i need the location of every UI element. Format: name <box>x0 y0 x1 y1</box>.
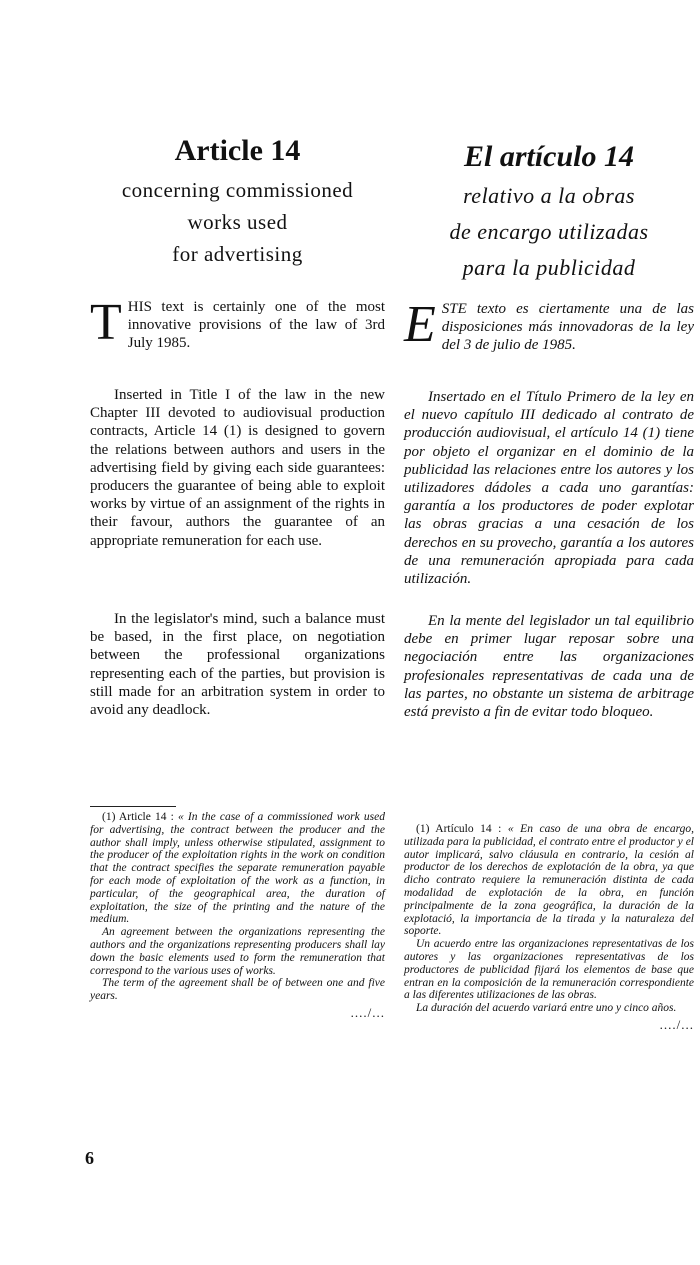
footnote-lead: (1) Article 14 : <box>102 811 174 823</box>
spanish-subtitle-line: de encargo utilizadas <box>449 219 649 244</box>
spanish-title: El artículo 14 <box>463 140 635 173</box>
english-subtitle-line: for advertising <box>172 242 303 266</box>
spanish-intro-text: STE texto es ciertamente una de las disposiciones más innovadoras de la ley del 3 de julio de 1985. <box>441 301 694 354</box>
english-footnote <box>90 806 385 1021</box>
spanish-paragraph-1: Insertado en el Título Primero de la ley en el nuevo capítulo III dedicado al contrato de producción audiovisual, el artículo 14 (1) tiene por objeto el organizar en el dominio de la publicidad las relaciones entre los autores y los utilizadores dádoles a cada uno garantías: garantía a los productores de poder explotar las obras gracias a una cesación de los derechos en su provecho, garantía a los autores de una remuneración apropiada para cada utilización. <box>404 389 694 588</box>
continued-mark: ..../... <box>659 1016 694 1032</box>
english-intro <box>90 294 385 353</box>
english-footnote-text <box>90 811 385 926</box>
spanish-intro <box>404 296 694 355</box>
footnote-lead: (1) Artículo 14 : <box>416 823 502 835</box>
spanish-footnote-p2: Un acuerdo entre las organizaciones representativas de los autores y las organizaciones representativas de los productores de publicidad fijará los elementos de base que entran en la composición de la remuneración correspondiente a las diferentes utilizaciones de las obras. <box>404 938 694 1002</box>
spanish-footnote <box>404 818 694 1033</box>
english-subtitle-line: concerning commissioned <box>121 178 354 202</box>
spanish-footnote-p3: La duración del acuerdo variará entre uno y cinco años. <box>416 1002 677 1015</box>
english-footnote-p2: An agreement between the organizations representing the authors and the organizations representing producers shall lay down the basic elements used to form the remuneration that correspond to the various uses of works. <box>90 926 385 977</box>
english-title: Article 14 <box>174 134 301 167</box>
spanish-subtitle <box>404 178 694 286</box>
spanish-subtitle-line: para la publicidad <box>462 255 636 280</box>
english-subtitle-line: works used <box>187 210 288 234</box>
english-paragraph-1: Inserted in Title I of the law in the new Chapter III devoted to audiovisual production contracts, Article 14 (1) is designed to govern the relations between authors and users in the advertising field by giving each side guarantees: producers the guarantee of being able to exploit works by virtue of an assignment of the rights in their favour, authors the guarantee of an appropriate remuneration for each use. <box>90 387 385 549</box>
drop-cap: T <box>90 294 122 351</box>
spanish-paragraph-2: En la mente del legislador un tal equilibrio debe en primer lugar reposar sobre una negociación entre las organizaciones profesionales representativas de cada una de las partes, no obstante un sistema de arbitrage está previsto a fin de evitar todo bloqueo. <box>404 613 694 721</box>
drop-cap: E <box>404 296 436 353</box>
footnote-body: « In the case of a commissioned work used for advertising, the contract between the producer and the author shall imply, unless otherwise stipulated, assignment to the producer of the exploitation rights in the work on condition that the contract specifies the separate remuneration payable for each mode of exploitation of the work as a function, in particular, of the geographical area, the duration of exploitation, the size of the printing and the nature of the medium. <box>90 811 385 926</box>
page-number: 6 <box>85 1148 94 1168</box>
english-footnote-p3: The term of the agreement shall be of between one and five years. <box>90 977 385 1003</box>
english-paragraph-2: In the legislator's mind, such a balance must be based, in the first place, on negotiation between the professional organizations representing each of the parties, but provision is still made for an arbitration system in order to avoid any deadlock. <box>90 611 385 719</box>
spanish-footnote-text <box>404 823 694 938</box>
english-subtitle <box>90 174 385 270</box>
continued-mark: ..../... <box>350 1004 385 1020</box>
footnote-body: « En caso de una obra de encargo, utilizada para la publicidad, el contrato entre el productor y el autor implicará, salvo cláusula en contrario, la cesión al productor de los derechos de explotación de la obra, ya que dicho contrato requiere la remuneración distinta de cada modalidad de explotación de la obra, en función principalmente de la zona geográfica, la duración de la explotació, la importancia de la tirada y la naturaleza del soporte. <box>404 823 695 938</box>
english-intro-text: HIS text is certainly one of the most innovative provisions of the law of 3rd July 1985. <box>127 299 385 352</box>
footnote-rule <box>90 806 176 807</box>
spanish-subtitle-line: relativo a la obras <box>463 183 635 208</box>
